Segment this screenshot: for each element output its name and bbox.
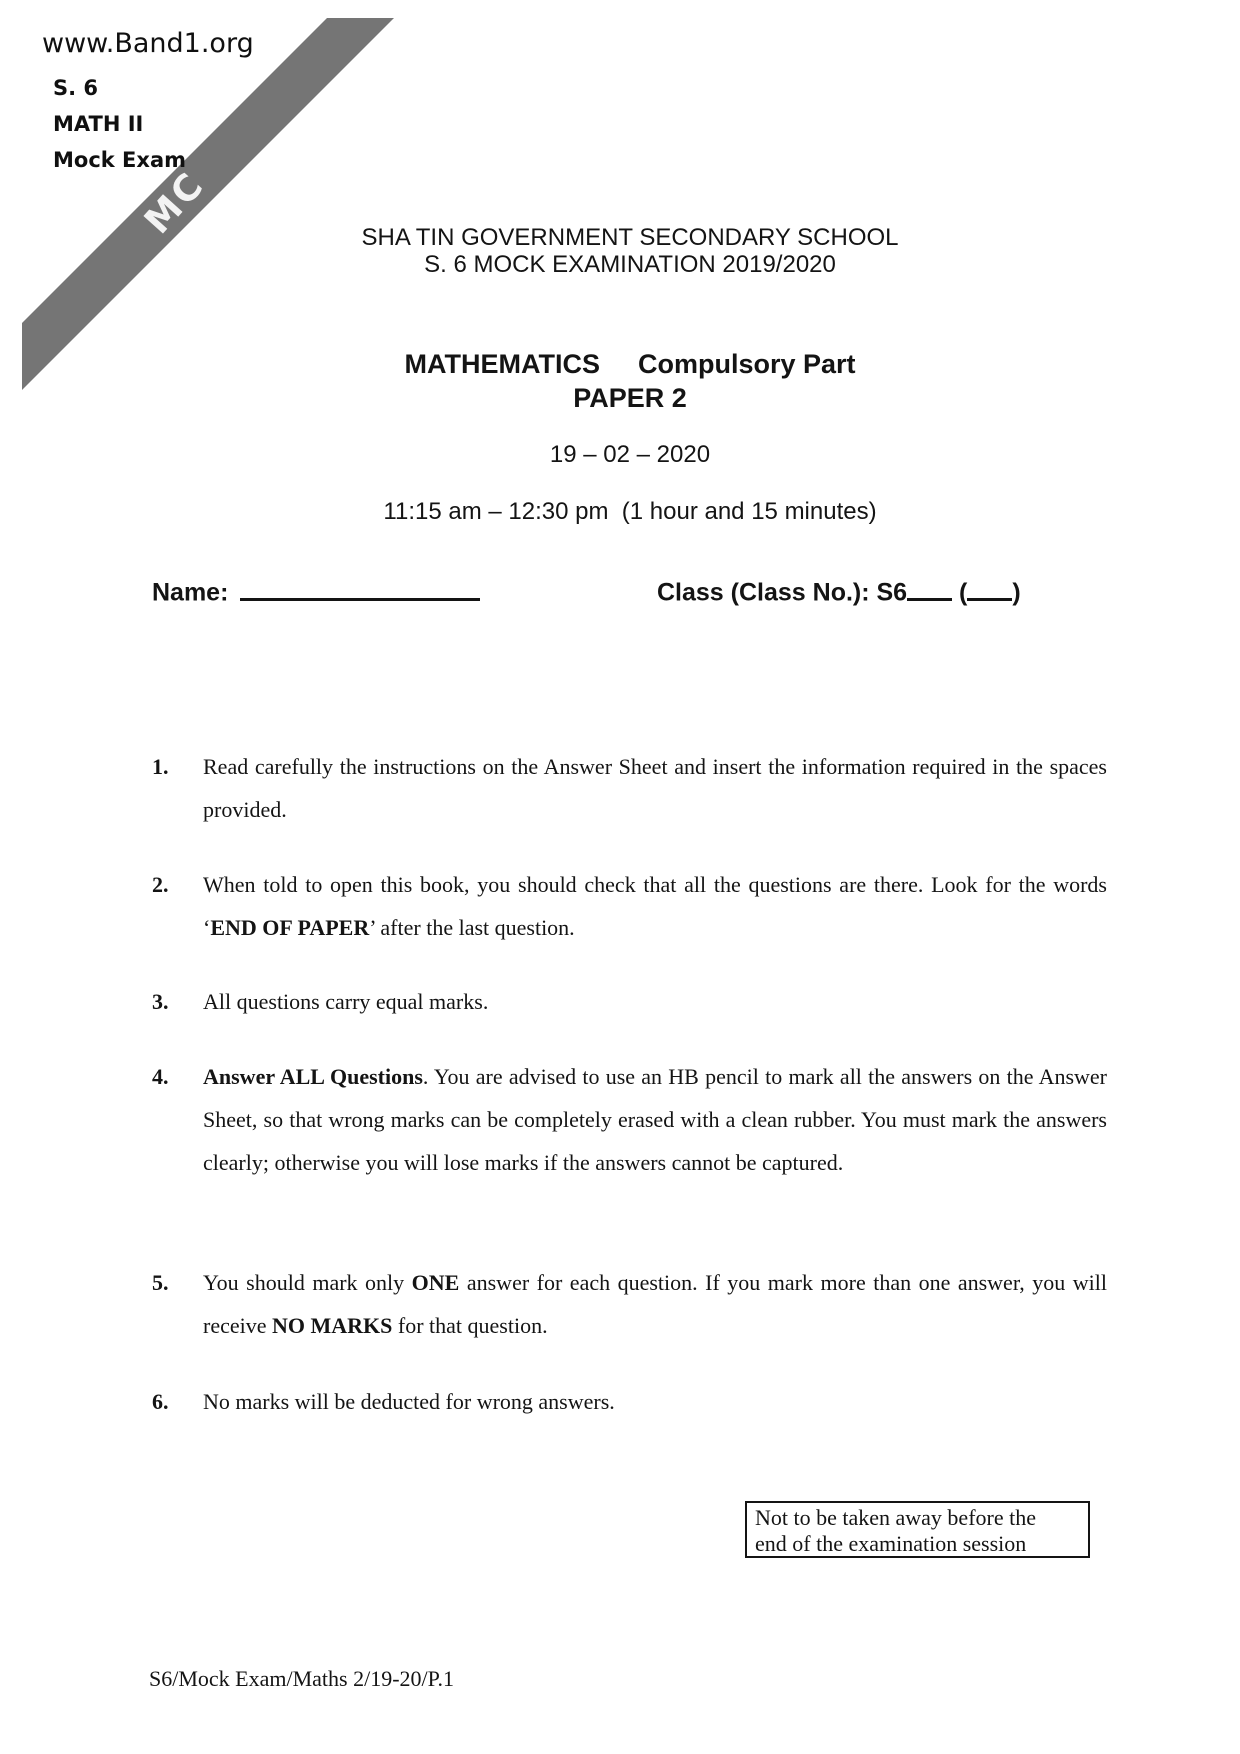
- instruction-number: 1.: [152, 754, 169, 779]
- instruction-text: All questions carry equal marks.: [203, 989, 489, 1014]
- class-blank-line: [907, 572, 952, 601]
- notice-line-1: Not to be taken away before the: [755, 1505, 1036, 1530]
- notice-box: [745, 1501, 1090, 1558]
- instruction-item: [152, 863, 1107, 949]
- class-field: [657, 572, 1021, 608]
- instruction-text: Read carefully the instructions on the Answer Sheet and insert the information required in the spaces provided.: [203, 754, 1107, 822]
- exam-time: 11:15 am – 12:30 pm (1 hour and 15 minutes): [383, 498, 877, 525]
- instruction-number: 5.: [152, 1270, 169, 1295]
- watermark-exam-type: Mock Exam: [53, 148, 186, 172]
- name-label: Name:: [152, 578, 229, 607]
- name-field: [152, 572, 480, 608]
- subject-title: [150, 349, 1110, 379]
- watermark-subject: MATH II: [53, 112, 144, 136]
- ribbon-mc-label: MC: [136, 163, 214, 243]
- exam-date: 19 – 02 – 2020: [549, 441, 711, 468]
- class-label: Class (Class No.): S6: [657, 578, 908, 607]
- watermark-site-url: www.Band1.org: [42, 28, 254, 59]
- instruction-text: No marks will be deducted for wrong answers.: [203, 1389, 615, 1414]
- instruction-text: You should mark only ONE answer for each question. If you mark more than one answer, you will receive NO MARKS for that question.: [203, 1270, 1107, 1338]
- class-paren-close: ): [1012, 578, 1021, 607]
- instruction-item: [152, 1055, 1107, 1184]
- watermark-grade: S. 6: [53, 76, 99, 100]
- name-blank-line: [240, 572, 480, 601]
- school-header: [150, 224, 1110, 278]
- class-no-blank-line: [967, 572, 1012, 601]
- instruction-text: When told to open this book, you should check that all the questions are there. Look for the words ‘END OF PAPER’ after the last question.: [203, 872, 1107, 940]
- paper-number: PAPER 2: [573, 383, 687, 413]
- instruction-number: 2.: [152, 872, 169, 897]
- subject-part: Compulsory Part: [637, 349, 856, 379]
- subject-name: MATHEMATICS: [404, 349, 600, 379]
- exam-session: S. 6 MOCK EXAMINATION 2019/2020: [424, 251, 836, 278]
- instruction-item: [152, 745, 1107, 831]
- instruction-item: [152, 1261, 1107, 1347]
- instruction-number: 4.: [152, 1064, 169, 1089]
- instruction-text: Answer ALL Questions. You are advised to use an HB pencil to mark all the answers on the Answer Sheet, so that wrong marks can be completely erased with a clean rubber. You must mark the answers clearly; otherwise you will lose marks if the answers cannot be captured.: [203, 1064, 1107, 1175]
- class-paren-open: (: [959, 578, 968, 607]
- instruction-item: [152, 980, 1107, 1023]
- footer-paper-code: S6/Mock Exam/Maths 2/19-20/P.1: [149, 1666, 454, 1691]
- notice-line-2: end of the examination session: [755, 1531, 1027, 1556]
- school-name: SHA TIN GOVERNMENT SECONDARY SCHOOL: [361, 224, 899, 251]
- instruction-number: 3.: [152, 989, 169, 1014]
- instruction-number: 6.: [152, 1389, 169, 1414]
- instruction-item: [152, 1380, 1107, 1423]
